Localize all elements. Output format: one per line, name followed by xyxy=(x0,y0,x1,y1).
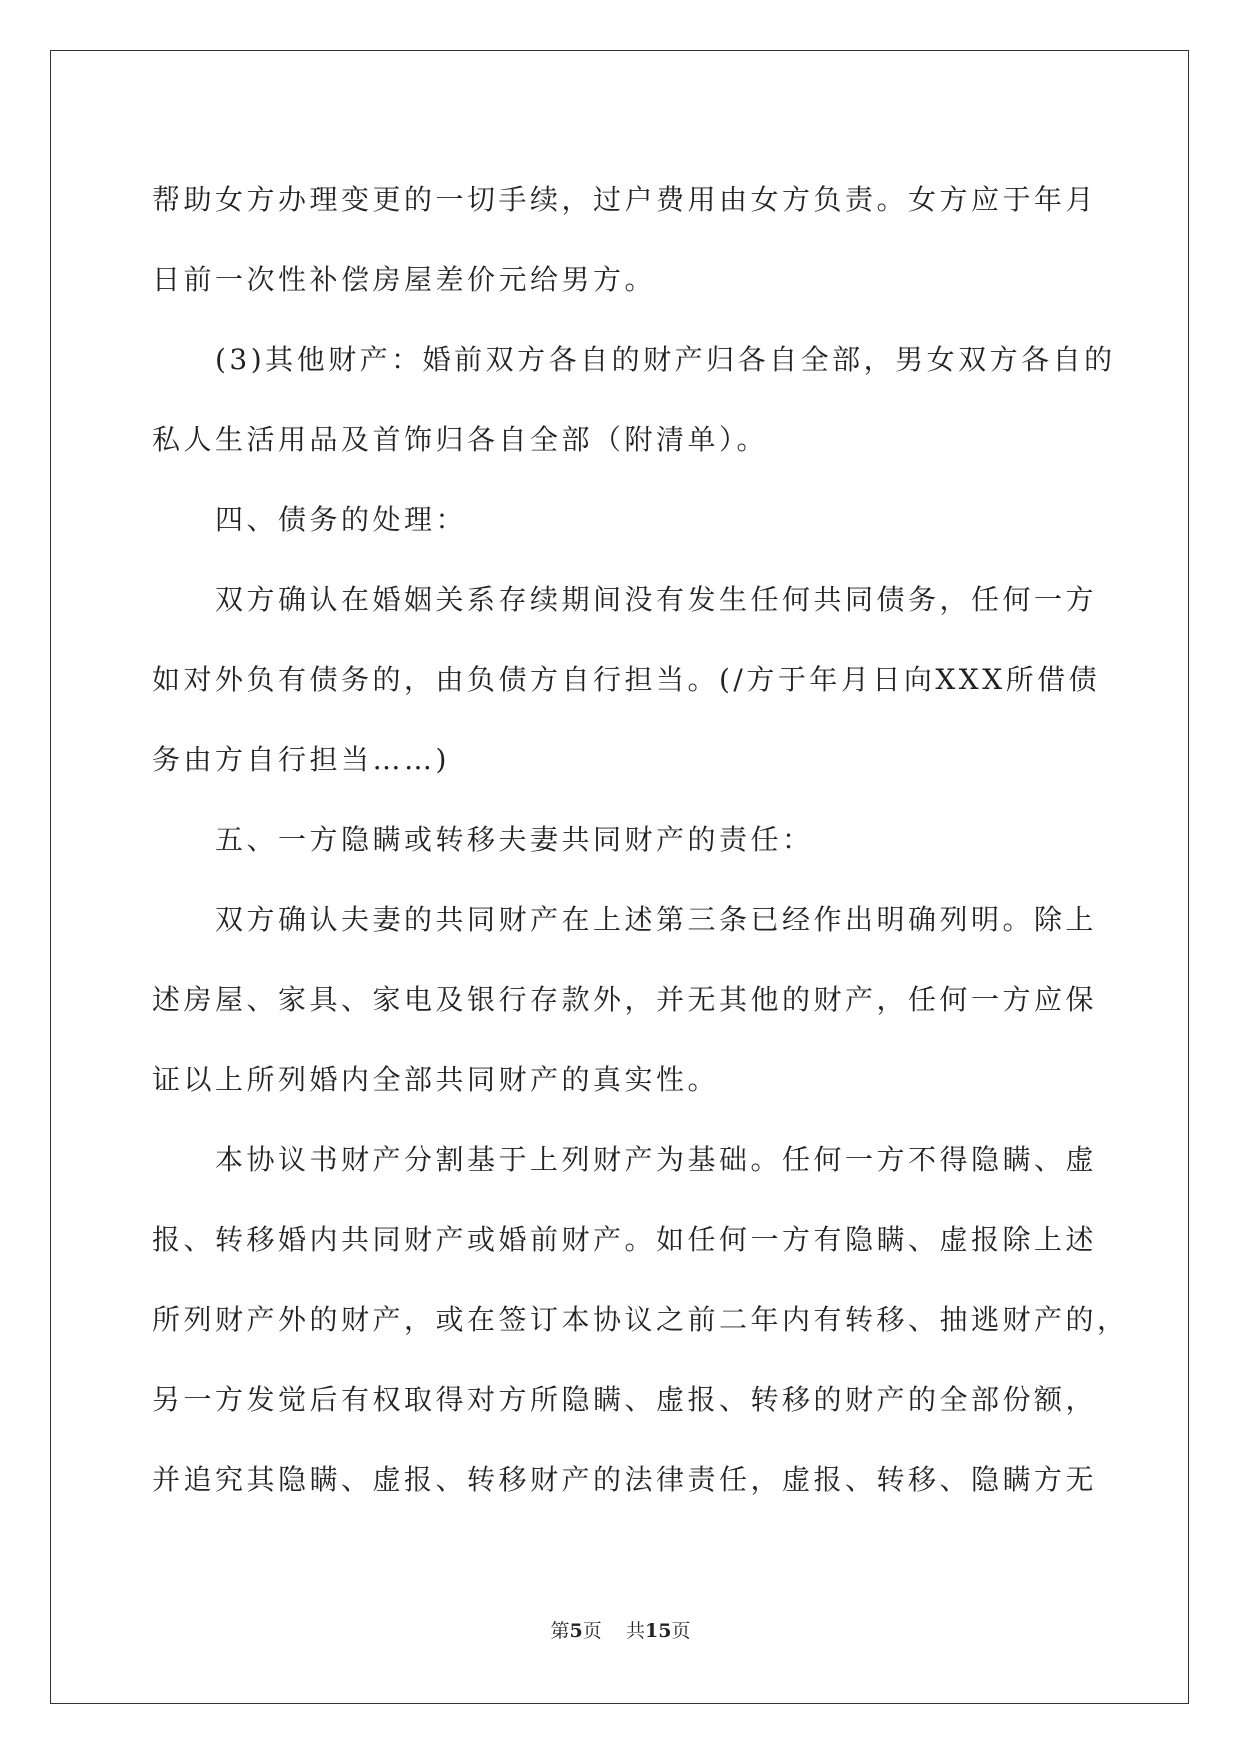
text-line: 私人生活用品及首饰归各自全部（附清单）。 xyxy=(152,423,769,456)
total-prefix: 共 xyxy=(625,1620,645,1642)
text-line: 证以上所列婚内全部共同财产的真实性。 xyxy=(152,1063,720,1096)
section-heading: 五、一方隐瞒或转移夫妻共同财产的责任： xyxy=(215,823,814,856)
text-line: 帮助女方办理变更的一切手续，过户费用由女方负责。女方应于年月 xyxy=(152,183,1098,216)
text-line: 述房屋、家具、家电及银行存款外，并无其他的财产，任何一方应保 xyxy=(152,983,1098,1016)
text-line: 并追究其隐瞒、虚报、转移财产的法律责任，虚报、转移、隐瞒方无 xyxy=(152,1463,1098,1496)
text-line: 双方确认在婚姻关系存续期间没有发生任何共同债务，任何一方 xyxy=(215,583,1098,616)
text-line: 务由方自行担当……) xyxy=(152,743,450,776)
page-unit: 页 xyxy=(582,1620,602,1642)
text-line: 报、转移婚内共同财产或婚前财产。如任何一方有隐瞒、虚报除上述 xyxy=(152,1223,1098,1256)
text-line: 日前一次性补偿房屋差价元给男方。 xyxy=(152,263,657,296)
text-line: 本协议书财产分割基于上列财产为基础。任何一方不得隐瞒、虚 xyxy=(215,1143,1098,1176)
text-line: 另一方发觉后有权取得对方所隐瞒、虚报、转移的财产的全部份额， xyxy=(152,1383,1098,1416)
current-page-number: 5 xyxy=(569,1620,583,1642)
text-line: (3)其他财产：婚前双方各自的财产归各自全部，男女双方各自的 xyxy=(215,343,1116,376)
total-page-number: 15 xyxy=(644,1620,672,1642)
text-line: 双方确认夫妻的共同财产在上述第三条已经作出明确列明。除上 xyxy=(215,903,1098,936)
page-footer xyxy=(0,1616,1241,1643)
text-line: 如对外负有债务的，由负债方自行担当。(/方于年月日向XXX所借债 xyxy=(152,663,1101,696)
section-heading: 四、债务的处理： xyxy=(215,503,468,536)
text-line: 所列财产外的财产，或在签订本协议之前二年内有转移、抽逃财产的， xyxy=(152,1303,1129,1336)
page-prefix: 第 xyxy=(550,1620,570,1642)
document-body xyxy=(152,160,1129,1520)
total-unit: 页 xyxy=(671,1620,691,1642)
